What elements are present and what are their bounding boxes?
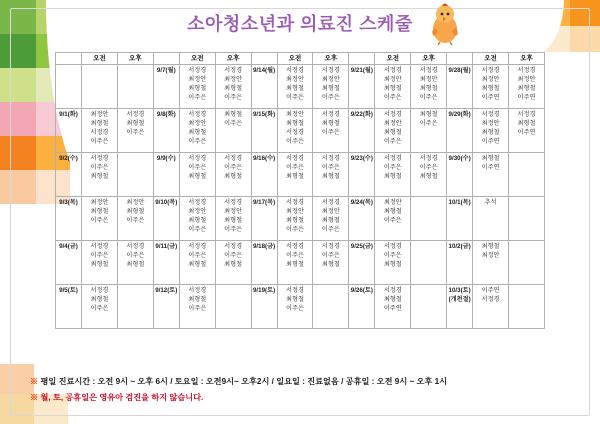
shift-cell-am: 서정경 최정안 최형철 이주연 bbox=[473, 109, 509, 153]
day-label-cell: 10/2(금) bbox=[447, 241, 473, 285]
shift-cell-pm: 서정경 최형철 이주연 bbox=[509, 109, 545, 153]
day-label-cell bbox=[56, 65, 82, 109]
day-label-cell: 9/21(월) bbox=[349, 65, 375, 109]
header-am: 오전 bbox=[82, 53, 118, 65]
shift-cell-am: 서정경 최형철 이주은 bbox=[179, 285, 215, 329]
shift-cell-pm: 서정경 최정안 최형철 이주은 bbox=[313, 197, 349, 241]
shift-cell-pm: 서정경 이주은 최형철 bbox=[215, 241, 251, 285]
shift-cell-pm: 서정경 이주은 최형철 bbox=[411, 153, 447, 197]
chick-mascot-icon bbox=[424, 2, 466, 46]
note-hours-text: 평일 진료시간 : 오전 9시 ~ 오후 6시 / 토요일 : 오전9시~ 오후2시 / 일요일 : 진료없음 / 공휴일 : 오전 9시 ~ 오후 1시 bbox=[40, 377, 448, 386]
day-label-cell: 9/2(수) bbox=[56, 153, 82, 197]
schedule-table bbox=[55, 52, 545, 329]
shift-cell-pm bbox=[117, 285, 153, 329]
shift-cell-am: 최정안 최형철 이주은 bbox=[82, 197, 118, 241]
shift-cell-pm bbox=[313, 285, 349, 329]
shift-cell-am: 최형철 최정안 bbox=[473, 241, 509, 285]
header-am: 오전 bbox=[277, 53, 313, 65]
day-label-cell: 9/5(토) bbox=[56, 285, 82, 329]
note-hours bbox=[30, 376, 576, 387]
shift-cell-am: 이주연 서정경 bbox=[473, 285, 509, 329]
table-row bbox=[56, 153, 545, 197]
day-label-cell: 9/23(수) bbox=[349, 153, 375, 197]
table-row bbox=[56, 197, 545, 241]
shift-cell-pm: 서정경 이주은 최형철 bbox=[313, 153, 349, 197]
table-body bbox=[56, 65, 545, 329]
shift-cell-pm: 서정경 이주은 최형철 bbox=[313, 241, 349, 285]
day-label-cell: 9/7(월) bbox=[153, 65, 179, 109]
day-label-cell: 9/8(화) bbox=[153, 109, 179, 153]
header-pm: 오후 bbox=[509, 53, 545, 65]
shift-cell-am: 서정경 최정안 최형철 이주은 bbox=[277, 65, 313, 109]
day-label-cell: 10/1(목) bbox=[447, 197, 473, 241]
shift-cell-am: 최정안 최형철 서정경 이주은 bbox=[277, 109, 313, 153]
day-label-cell: 9/28(월) bbox=[447, 65, 473, 109]
day-label-cell: 9/17(목) bbox=[251, 197, 277, 241]
day-label-cell: 9/25(금) bbox=[349, 241, 375, 285]
header-am: 오전 bbox=[473, 53, 509, 65]
header-spacer bbox=[251, 53, 277, 65]
shift-cell-pm: 서정경 최정안 최형철 이주연 bbox=[509, 65, 545, 109]
shift-cell-am: 서정경 최정안 최형철 이주은 bbox=[179, 109, 215, 153]
shift-cell-am: 서정경 최정안 최형철 이주은 bbox=[179, 197, 215, 241]
shift-cell-am: 최형철 이주연 bbox=[473, 153, 509, 197]
day-label-cell: 9/29(화) bbox=[447, 109, 473, 153]
table-header-row bbox=[56, 53, 545, 65]
shift-cell-pm bbox=[509, 153, 545, 197]
shift-cell-am: 서정경 이주은 최형철 bbox=[179, 153, 215, 197]
day-label-cell: 9/22(화) bbox=[349, 109, 375, 153]
header-am: 오전 bbox=[375, 53, 411, 65]
shift-cell-pm bbox=[215, 285, 251, 329]
shift-cell-pm: 최형철 이주은 bbox=[215, 109, 251, 153]
page-title: 소아청소년과 의료진 스케줄 bbox=[187, 14, 413, 34]
shift-cell-pm: 서정경 최형철 이주은 bbox=[117, 109, 153, 153]
shift-cell-am: 최정안 최형철 이주은 bbox=[375, 197, 411, 241]
day-label-cell: 9/18(금) bbox=[251, 241, 277, 285]
table-row bbox=[56, 285, 545, 329]
shift-cell-pm: 서정경 이주은 최형철 bbox=[117, 241, 153, 285]
day-label-cell: 9/10(목) bbox=[153, 197, 179, 241]
day-label-cell: 9/24(목) bbox=[349, 197, 375, 241]
table-row bbox=[56, 65, 545, 109]
header-pm: 오후 bbox=[215, 53, 251, 65]
day-label-cell: 9/3(목) bbox=[56, 197, 82, 241]
note-star-icon: ※ bbox=[30, 393, 39, 402]
header-spacer bbox=[56, 53, 82, 65]
day-label-cell: 9/30(수) bbox=[447, 153, 473, 197]
header-spacer bbox=[153, 53, 179, 65]
shift-cell-pm bbox=[411, 285, 447, 329]
shift-cell-am: 서정경 최정안 최형철 이주연 bbox=[473, 65, 509, 109]
shift-cell-am bbox=[82, 65, 118, 109]
shift-cell-pm: 서정경 최정안 최형철 이주은 bbox=[313, 65, 349, 109]
shift-cell-am: 서정경 이주은 최형철 bbox=[82, 241, 118, 285]
day-label-cell: 9/19(토) bbox=[251, 285, 277, 329]
header-pm: 오후 bbox=[411, 53, 447, 65]
table-row bbox=[56, 109, 545, 153]
shift-cell-pm bbox=[117, 65, 153, 109]
shift-cell-am: 서정경 이주은 최형철 bbox=[277, 241, 313, 285]
header-am: 오전 bbox=[179, 53, 215, 65]
day-label-cell: 9/1(화) bbox=[56, 109, 82, 153]
day-label-cell: 9/4(금) bbox=[56, 241, 82, 285]
day-label-cell: 9/9(수) bbox=[153, 153, 179, 197]
shift-cell-am: 서정경 최정안 최형철 이주은 bbox=[375, 65, 411, 109]
shift-cell-pm bbox=[117, 153, 153, 197]
day-label-cell: 9/14(월) bbox=[251, 65, 277, 109]
note-warning-text: 월, 토, 공휴일은 영유아 검진을 하지 않습니다. bbox=[40, 393, 204, 402]
header-spacer bbox=[447, 53, 473, 65]
shift-cell-pm: 서정경 최형철 이주은 bbox=[313, 109, 349, 153]
shift-cell-pm: 서정경 최정안 최형철 이주은 bbox=[215, 65, 251, 109]
table-row bbox=[56, 241, 545, 285]
shift-cell-am: 서정경 이주은 최형철 bbox=[179, 241, 215, 285]
day-label-cell: 9/12(토) bbox=[153, 285, 179, 329]
shift-cell-am: 서정경 최형철 이주은 bbox=[82, 285, 118, 329]
shift-cell-am: 최정안 최형철 서정경 이주은 bbox=[82, 109, 118, 153]
shift-cell-pm bbox=[411, 197, 447, 241]
shift-cell-pm bbox=[509, 241, 545, 285]
shift-cell-am: 서정경 최정안 최형철 이주은 bbox=[277, 197, 313, 241]
shift-cell-am: 서정경 이주은 최형철 bbox=[375, 241, 411, 285]
day-label-cell: 9/26(토) bbox=[349, 285, 375, 329]
shift-cell-pm bbox=[509, 285, 545, 329]
shift-cell-pm: 서정경 최정안 최형철 이주은 bbox=[411, 65, 447, 109]
header-spacer bbox=[349, 53, 375, 65]
shift-cell-am: 서정경 최정안 최형철 이주은 bbox=[375, 109, 411, 153]
shift-cell-am: 서정경 최형철 이주연 bbox=[375, 285, 411, 329]
shift-cell-am: 서정경 최정안 최형철 이주은 bbox=[179, 65, 215, 109]
shift-cell-am: 추석 bbox=[473, 197, 509, 241]
schedule-table-wrapper bbox=[55, 52, 545, 329]
note-warning bbox=[30, 392, 576, 403]
shift-cell-am: 서정경 이주은 최형철 bbox=[82, 153, 118, 197]
shift-cell-pm bbox=[411, 241, 447, 285]
notes-section bbox=[30, 376, 576, 408]
day-label-cell: 10/3(토)(개천절) bbox=[447, 285, 473, 329]
note-star-icon: ※ bbox=[30, 377, 39, 386]
header-pm: 오후 bbox=[117, 53, 153, 65]
header-pm: 오후 bbox=[313, 53, 349, 65]
shift-cell-pm: 최형철 이주은 bbox=[411, 109, 447, 153]
shift-cell-am: 서정경 이주은 최형철 bbox=[277, 153, 313, 197]
shift-cell-pm: 서정경 최정안 최형철 이주은 bbox=[215, 197, 251, 241]
day-label-cell: 9/15(화) bbox=[251, 109, 277, 153]
shift-cell-pm: 최정안 최형철 이주은 bbox=[117, 197, 153, 241]
shift-cell-am: 서정경 최형철 이주은 bbox=[277, 285, 313, 329]
shift-cell-pm: 서정경 이주은 최형철 bbox=[215, 153, 251, 197]
day-label-cell: 9/16(수) bbox=[251, 153, 277, 197]
shift-cell-pm bbox=[509, 197, 545, 241]
day-label-cell: 9/11(금) bbox=[153, 241, 179, 285]
shift-cell-am: 서정경 이주은 최형철 bbox=[375, 153, 411, 197]
